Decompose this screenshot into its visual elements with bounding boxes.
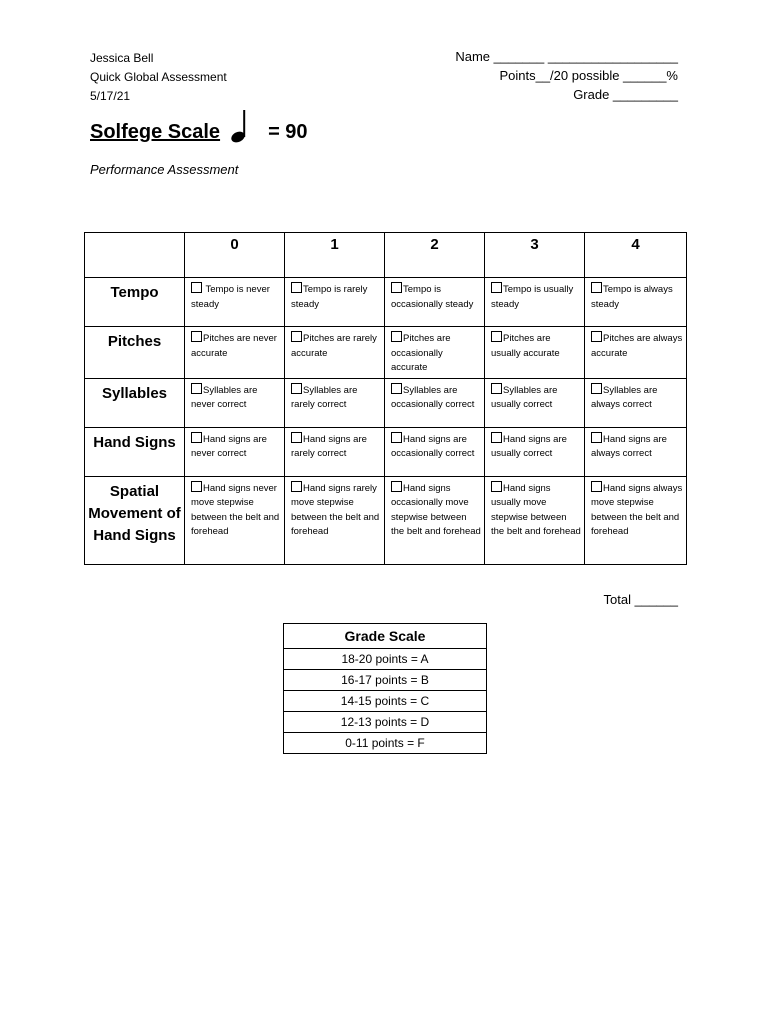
quarter-note-icon [230, 108, 254, 144]
rubric-cell[interactable] [385, 476, 485, 564]
checkbox[interactable] [391, 481, 402, 492]
cell-text: Hand signs are rarely correct [291, 433, 367, 459]
rubric-row-hand-signs [85, 427, 687, 476]
subtitle: Performance Assessment [90, 162, 239, 177]
rubric-cell[interactable] [485, 278, 585, 327]
rubric-cell[interactable] [585, 327, 687, 379]
title-row [90, 104, 308, 144]
grade-scale-row: 14-15 points = C [284, 691, 487, 712]
rubric-cell[interactable] [385, 378, 485, 427]
grade-field: Grade _________ [573, 87, 678, 102]
cell-text: Tempo is always steady [591, 284, 673, 310]
rubric-header-row [85, 233, 687, 278]
score-header: 3 [485, 233, 585, 278]
rubric-cell[interactable] [485, 378, 585, 427]
checkbox[interactable] [491, 282, 502, 293]
cell-text: Syllables are rarely correct [291, 384, 358, 410]
rubric-row-syllables [85, 378, 687, 427]
score-header: 4 [585, 233, 687, 278]
rubric-cell[interactable] [285, 378, 385, 427]
rubric-cell[interactable] [185, 327, 285, 379]
checkbox[interactable] [491, 481, 502, 492]
rubric-cell[interactable] [185, 378, 285, 427]
grade-scale-row: 18-20 points = A [284, 649, 487, 670]
checkbox[interactable] [491, 383, 502, 394]
checkbox[interactable] [591, 481, 602, 492]
cell-text: Hand signs occasionally move stepwise between the belt and forehead [391, 482, 481, 537]
score-header: 1 [285, 233, 385, 278]
checkbox[interactable] [591, 383, 602, 394]
cell-text: Pitches are occasionally accurate [391, 333, 451, 373]
checkbox[interactable] [191, 432, 202, 443]
page-title: Solfege Scale [90, 121, 221, 143]
cell-text: Syllables are never correct [191, 384, 258, 410]
rubric-cell[interactable] [385, 427, 485, 476]
cell-text: Pitches are usually accurate [491, 333, 560, 359]
cell-text: Tempo is usually steady [491, 284, 574, 310]
rubric-cell[interactable] [285, 476, 385, 564]
rubric-row-pitches [85, 327, 687, 379]
checkbox[interactable] [491, 331, 502, 342]
checkbox[interactable] [291, 432, 302, 443]
total-field: Total ______ [603, 592, 678, 607]
score-header: 0 [185, 233, 285, 278]
checkbox[interactable] [391, 331, 402, 342]
cell-text: Hand signs are occasionally correct [391, 433, 475, 459]
checkbox[interactable] [291, 383, 302, 394]
checkbox[interactable] [291, 282, 302, 293]
checkbox[interactable] [591, 331, 602, 342]
criterion-label: Tempo [85, 278, 185, 327]
date: 5/17/21 [90, 89, 131, 103]
rubric-cell[interactable] [185, 476, 285, 564]
rubric-table [84, 232, 687, 565]
cell-text: Pitches are always accurate [591, 333, 683, 359]
cell-text: Hand signs usually move stepwise between the belt and forehead [491, 482, 581, 537]
checkbox[interactable] [391, 432, 402, 443]
rubric-corner [85, 233, 185, 278]
checkbox[interactable] [191, 331, 202, 342]
cell-text: Hand signs rarely move stepwise between the belt and forehead [291, 482, 380, 537]
student-fields [455, 47, 678, 104]
cell-text: Syllables are always correct [591, 384, 658, 410]
checkbox[interactable] [191, 282, 202, 293]
grade-scale-table [283, 623, 487, 754]
cell-text: Hand signs never move stepwise between the belt and forehead [191, 482, 280, 537]
rubric-cell[interactable] [585, 476, 687, 564]
grade-scale-row: 12-13 points = D [284, 712, 487, 733]
cell-text: Hand signs always move stepwise between the belt and forehead [591, 482, 683, 537]
criterion-label: Syllables [85, 378, 185, 427]
checkbox[interactable] [591, 432, 602, 443]
rubric-cell[interactable] [285, 427, 385, 476]
cell-text: Syllables are occasionally correct [391, 384, 475, 410]
teacher-name: Jessica Bell [90, 51, 154, 65]
rubric-cell[interactable] [185, 278, 285, 327]
checkbox[interactable] [191, 383, 202, 394]
checkbox[interactable] [591, 282, 602, 293]
cell-text: Tempo is never steady [191, 284, 270, 310]
rubric-cell[interactable] [285, 278, 385, 327]
cell-text: Tempo is occasionally steady [391, 284, 474, 310]
checkbox[interactable] [191, 481, 202, 492]
name-field: Name _______ __________________ [455, 49, 678, 64]
rubric-row-spatial-movement [85, 476, 687, 564]
criterion-label: Spatial Movement of Hand Signs [85, 476, 185, 564]
header-info [90, 49, 227, 106]
checkbox[interactable] [491, 432, 502, 443]
rubric-cell[interactable] [285, 327, 385, 379]
cell-text: Hand signs are always correct [591, 433, 667, 459]
rubric-cell[interactable] [585, 378, 687, 427]
rubric-cell[interactable] [485, 427, 585, 476]
grade-scale-row: 0-11 points = F [284, 733, 487, 754]
criterion-label: Pitches [85, 327, 185, 379]
grade-scale-title: Grade Scale [284, 624, 487, 649]
rubric-cell[interactable] [385, 327, 485, 379]
criterion-label: Hand Signs [85, 427, 185, 476]
score-header: 2 [385, 233, 485, 278]
cell-text: Hand signs are usually correct [491, 433, 567, 459]
rubric-cell[interactable] [485, 327, 585, 379]
rubric-cell[interactable] [385, 278, 485, 327]
checkbox[interactable] [291, 331, 302, 342]
cell-text: Syllables are usually correct [491, 384, 558, 410]
cell-text: Pitches are never accurate [191, 333, 277, 359]
rubric-cell[interactable] [185, 427, 285, 476]
rubric-cell[interactable] [485, 476, 585, 564]
rubric-cell[interactable] [585, 278, 687, 327]
cell-text: Pitches are rarely accurate [291, 333, 377, 359]
rubric-cell[interactable] [585, 427, 687, 476]
rubric-row-tempo [85, 278, 687, 327]
cell-text: Tempo is rarely steady [291, 284, 368, 310]
checkbox[interactable] [391, 383, 402, 394]
checkbox[interactable] [291, 481, 302, 492]
cell-text: Hand signs are never correct [191, 433, 267, 459]
assessment-type: Quick Global Assessment [90, 70, 227, 84]
points-field: Points__/20 possible ______% [499, 68, 678, 83]
grade-scale-row: 16-17 points = B [284, 670, 487, 691]
checkbox[interactable] [391, 282, 402, 293]
tempo-marking: = 90 [268, 121, 308, 143]
